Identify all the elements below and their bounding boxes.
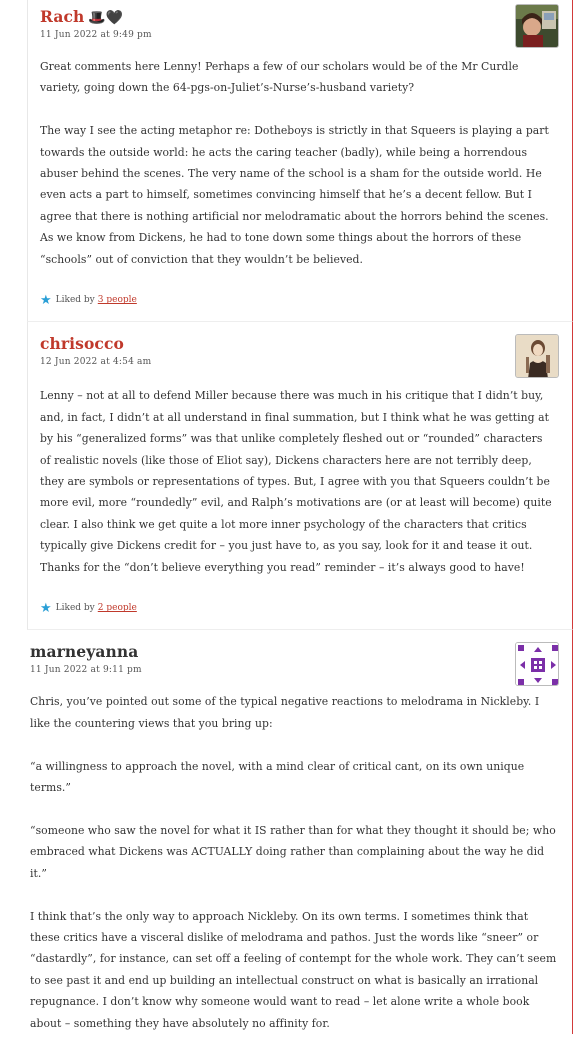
comment-date[interactable]: 12 Jun 2022 at 4:54 am [40,357,152,368]
star-icon: ★ [40,292,52,308]
comment-marneyanna [18,630,573,1033]
photo-avatar[interactable] [515,4,559,48]
comment-body [40,385,552,578]
comment-header [40,334,552,367]
liked-by-people-link[interactable]: 2 people [97,603,137,614]
comment-author[interactable]: Rach [40,7,85,26]
comment-header [40,7,552,40]
comment-paragraph: “someone who saw the novel for what it IS rather than for what they thought it should be; who embraced what Dickens was ACTUALLY doing rather than complaining about the way he did it.” [30,823,556,880]
liked-by-label: Liked by [55,295,95,306]
comment-paragraph: Lenny – not at all to defend Miller because there was much in his critique that I didn’t buy, and, in fact, I didn’t at all understand in final summation, but I think what he was getting at by his “generalized forms” was that unlike completely fleshed out or “rounded” characters of realistic novels (like those of Eliot say), Dickens characters here are not terribly deep, they are symbols or representations of types. But, I agree with you that Squeers couldn’t be more evil, more “roundedly” evil, and Ralph’s motivations are (or at least will become) quite clear. I also think we get quite a lot more inner psychology of the characters that critics typically give Dickens credit for – you just have to, as you say, look for it and tease it out. Thanks for the “don’t believe everything you read” reminder – it’s always good to have! [40,389,552,574]
comment-date[interactable]: 11 Jun 2022 at 9:11 pm [30,665,142,676]
comment-paragraph: Chris, you’ve pointed out some of the typical negative reactions to melodrama in Nickleby. I like the countering views that you bring up: [30,695,540,730]
geometric-pattern-avatar[interactable] [515,642,559,686]
liked-by-people-link[interactable]: 3 people [97,295,137,306]
comment-body [30,691,558,1033]
vintage-portrait-avatar[interactable] [515,334,559,378]
comment-paragraph: The way I see the acting metaphor re: Dotheboys is strictly in that Squeers is playing a part towards the outside world: he acts the caring teacher (badly), while being a horrendous abuser behind the scenes. The very name of the school is a sham for the outside world. He even acts a part to himself, sometimes convincing himself that he’s a decent fellow. But I agree that there is nothing artificial nor melodramatic about the horrors behind the scenes. As we know from Dickens, he had to tone down some things about the horrors of these “schools” out of conviction that they wouldn’t be believed. [40,124,549,266]
comment-paragraph: “a willingness to approach the novel, with a mind clear of critical cant, on its own unique terms.” [30,759,525,795]
likes-row [40,289,552,311]
comment-paragraph: Great comments here Lenny! Perhaps a few of our scholars would be of the Mr Curdle variety, going down the 64-pgs-on-Juliet’s-Nurse’s-husband variety? [40,60,519,95]
liked-by-label: Liked by [55,603,95,614]
comment-chrisocco [27,322,573,630]
comment-paragraph: I think that’s the only way to approach Nickleby. On its own terms. I sometimes think that these critics have a visceral dislike of melodrama and pathos. Just the words like “sneer” or “dastardly”, for instance, can set off a feeling of contempt for the whole work. They can’t seem to see past it and end up building an intellectual construct on what is basically an irrational repugnance. I don’t know why someone would want to read – let alone write a whole book about – something they have absolutely no affinity for. [30,909,557,1030]
star-icon: ★ [40,600,52,616]
comment-author[interactable]: chrisocco [40,334,124,354]
comment-author[interactable]: marneyanna [30,642,139,662]
likes-row [40,597,552,619]
comment-date[interactable]: 11 Jun 2022 at 9:49 pm [40,30,152,40]
comment-rach [27,0,573,322]
comment-header [30,642,558,675]
author-emoji: 🎩🖤 [88,10,124,26]
comment-body [40,56,552,270]
